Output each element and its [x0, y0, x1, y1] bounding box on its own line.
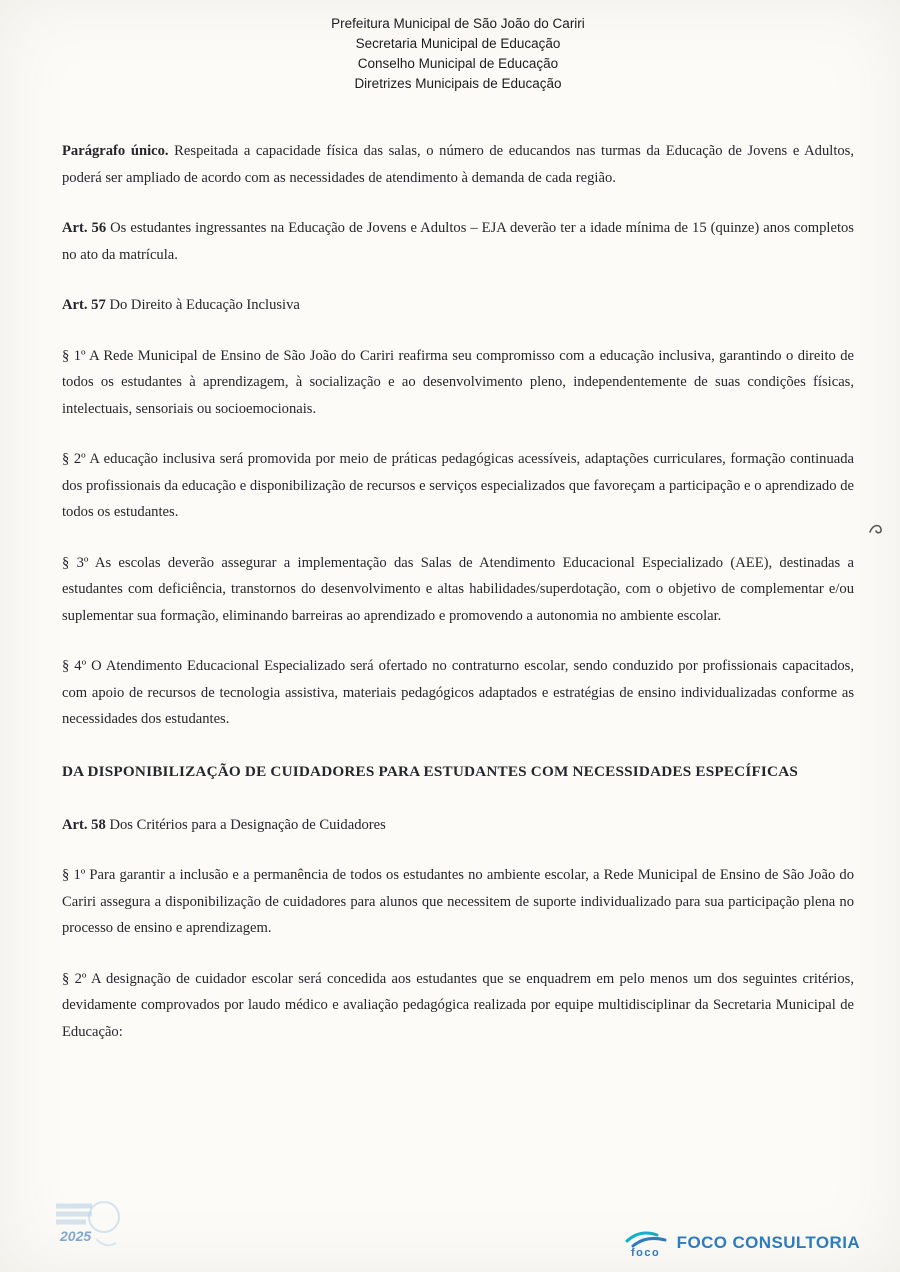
paragraph-section3 [62, 550, 854, 630]
paragraph-text: § 1º A Rede Municipal de Ensino de São João do Cariri reafirma seu compromisso com a educação inclusiva, garantindo o direito de todos os estudantes à aprendizagem, à socialização e ao desenvolvimento pleno, independentemente de suas condições físicas, intelectuais, sensoriais ou socioemocionais. [62, 347, 854, 417]
article-lead: Art. 57 [62, 297, 106, 313]
article-text: Dos Critérios para a Designação de Cuidadores [109, 816, 386, 833]
paragraph-paragrafo-unico [62, 138, 854, 191]
paragraph-section1 [62, 343, 854, 423]
article-text: Os estudantes ingressantes na Educação de Jovens e Adultos – EJA deverão ter a idade mínima de 15 (quinze) anos completos no ato da matrícula. [62, 220, 854, 263]
article-58 [62, 812, 854, 839]
section-heading: DA DISPONIBILIZAÇÃO DE CUIDADORES PARA ESTUDANTES COM NECESSIDADES ESPECÍFICAS [62, 762, 799, 780]
article-lead: Art. 56 [62, 220, 107, 236]
foco-logo [624, 1228, 860, 1258]
paragraph-text: Respeitada a capacidade física das salas, o número de educandos nas turmas da Educação de Jovens e Adultos, poderá ser ampliado de acordo com as necessidades de atendimento à demanda de cada região. [62, 143, 854, 186]
paragraph-lead: Parágrafo único. [62, 143, 169, 159]
foco-mark-text: foco [630, 1247, 660, 1258]
header-line-1: Prefeitura Municipal de São João do Cariri [331, 16, 585, 31]
paragraph-text: § 1º Para garantir a inclusão e a permanência de todos os estudantes no ambiente escolar, a Rede Municipal de Ensino de São João do Cariri assegura a disponibilização de cuidadores para alunos que necessitem de suporte individualizado para sua participação plena no processo de ensino e aprendizagem. [62, 867, 854, 936]
document-header [62, 14, 854, 94]
paragraph-section5 [62, 862, 854, 942]
article-57 [62, 292, 854, 319]
header-line-4: Diretrizes Municipais de Educação [354, 76, 562, 91]
brand-wordmark: FOCO CONSULTORIA [676, 1233, 860, 1252]
article-56 [62, 215, 854, 268]
stamp-year-text: 2025 [60, 1228, 92, 1244]
paragraph-section2 [62, 446, 854, 526]
article-lead: Art. 58 [62, 816, 106, 833]
stamp-2025-icon [52, 1197, 122, 1258]
header-line-3: Conselho Municipal de Educação [357, 56, 559, 71]
header-line-2: Secretaria Municipal de Educação [355, 36, 561, 51]
paragraph-section4 [62, 653, 854, 733]
paragraph-text: § 3º As escolas deverão assegurar a implementação das Salas de Atendimento Educacional Especializado (AEE), destinadas a estudantes com deficiência, transtornos do desenvolvimento e altas habilidades/superdotação, com o objetivo de complementar e/ou suplementar sua formação, eliminando barreiras ao aprendizado e promovendo a autonomia no ambiente escolar. [62, 554, 854, 624]
paragraph-section6 [62, 966, 854, 1046]
paragraph-text: § 4º O Atendimento Educacional Especializado será ofertado no contraturno escolar, sendo conduzido por profissionais capacitados, com apoio de recursos de tecnologia assistiva, materiais pedagógicos adaptados e estratégias de ensino individualizadas conforme as necessidades dos estudantes. [62, 658, 854, 727]
ink-mark [868, 522, 886, 541]
page-footer [0, 1197, 900, 1258]
paragraph-text: § 2º A educação inclusiva será promovida por meio de práticas pedagógicas acessíveis, adaptações curriculares, formação continuada dos profissionais da educação e disponibilização de recursos e serviços especializados que favoreçam a participação e o aprendizado de todos os estudantes. [62, 451, 854, 520]
foco-logo-icon [624, 1228, 670, 1258]
paragraph-text: § 2º A designação de cuidador escolar será concedida aos estudantes que se enquadrem em pelo menos um dos seguintes critérios, devidamente comprovados por laudo médico e avaliação pedagógica realizada por equipe multidisciplinar da Secretaria Municipal de Educação: [62, 970, 854, 1040]
article-text: Do Direito à Educação Inclusiva [109, 297, 300, 313]
